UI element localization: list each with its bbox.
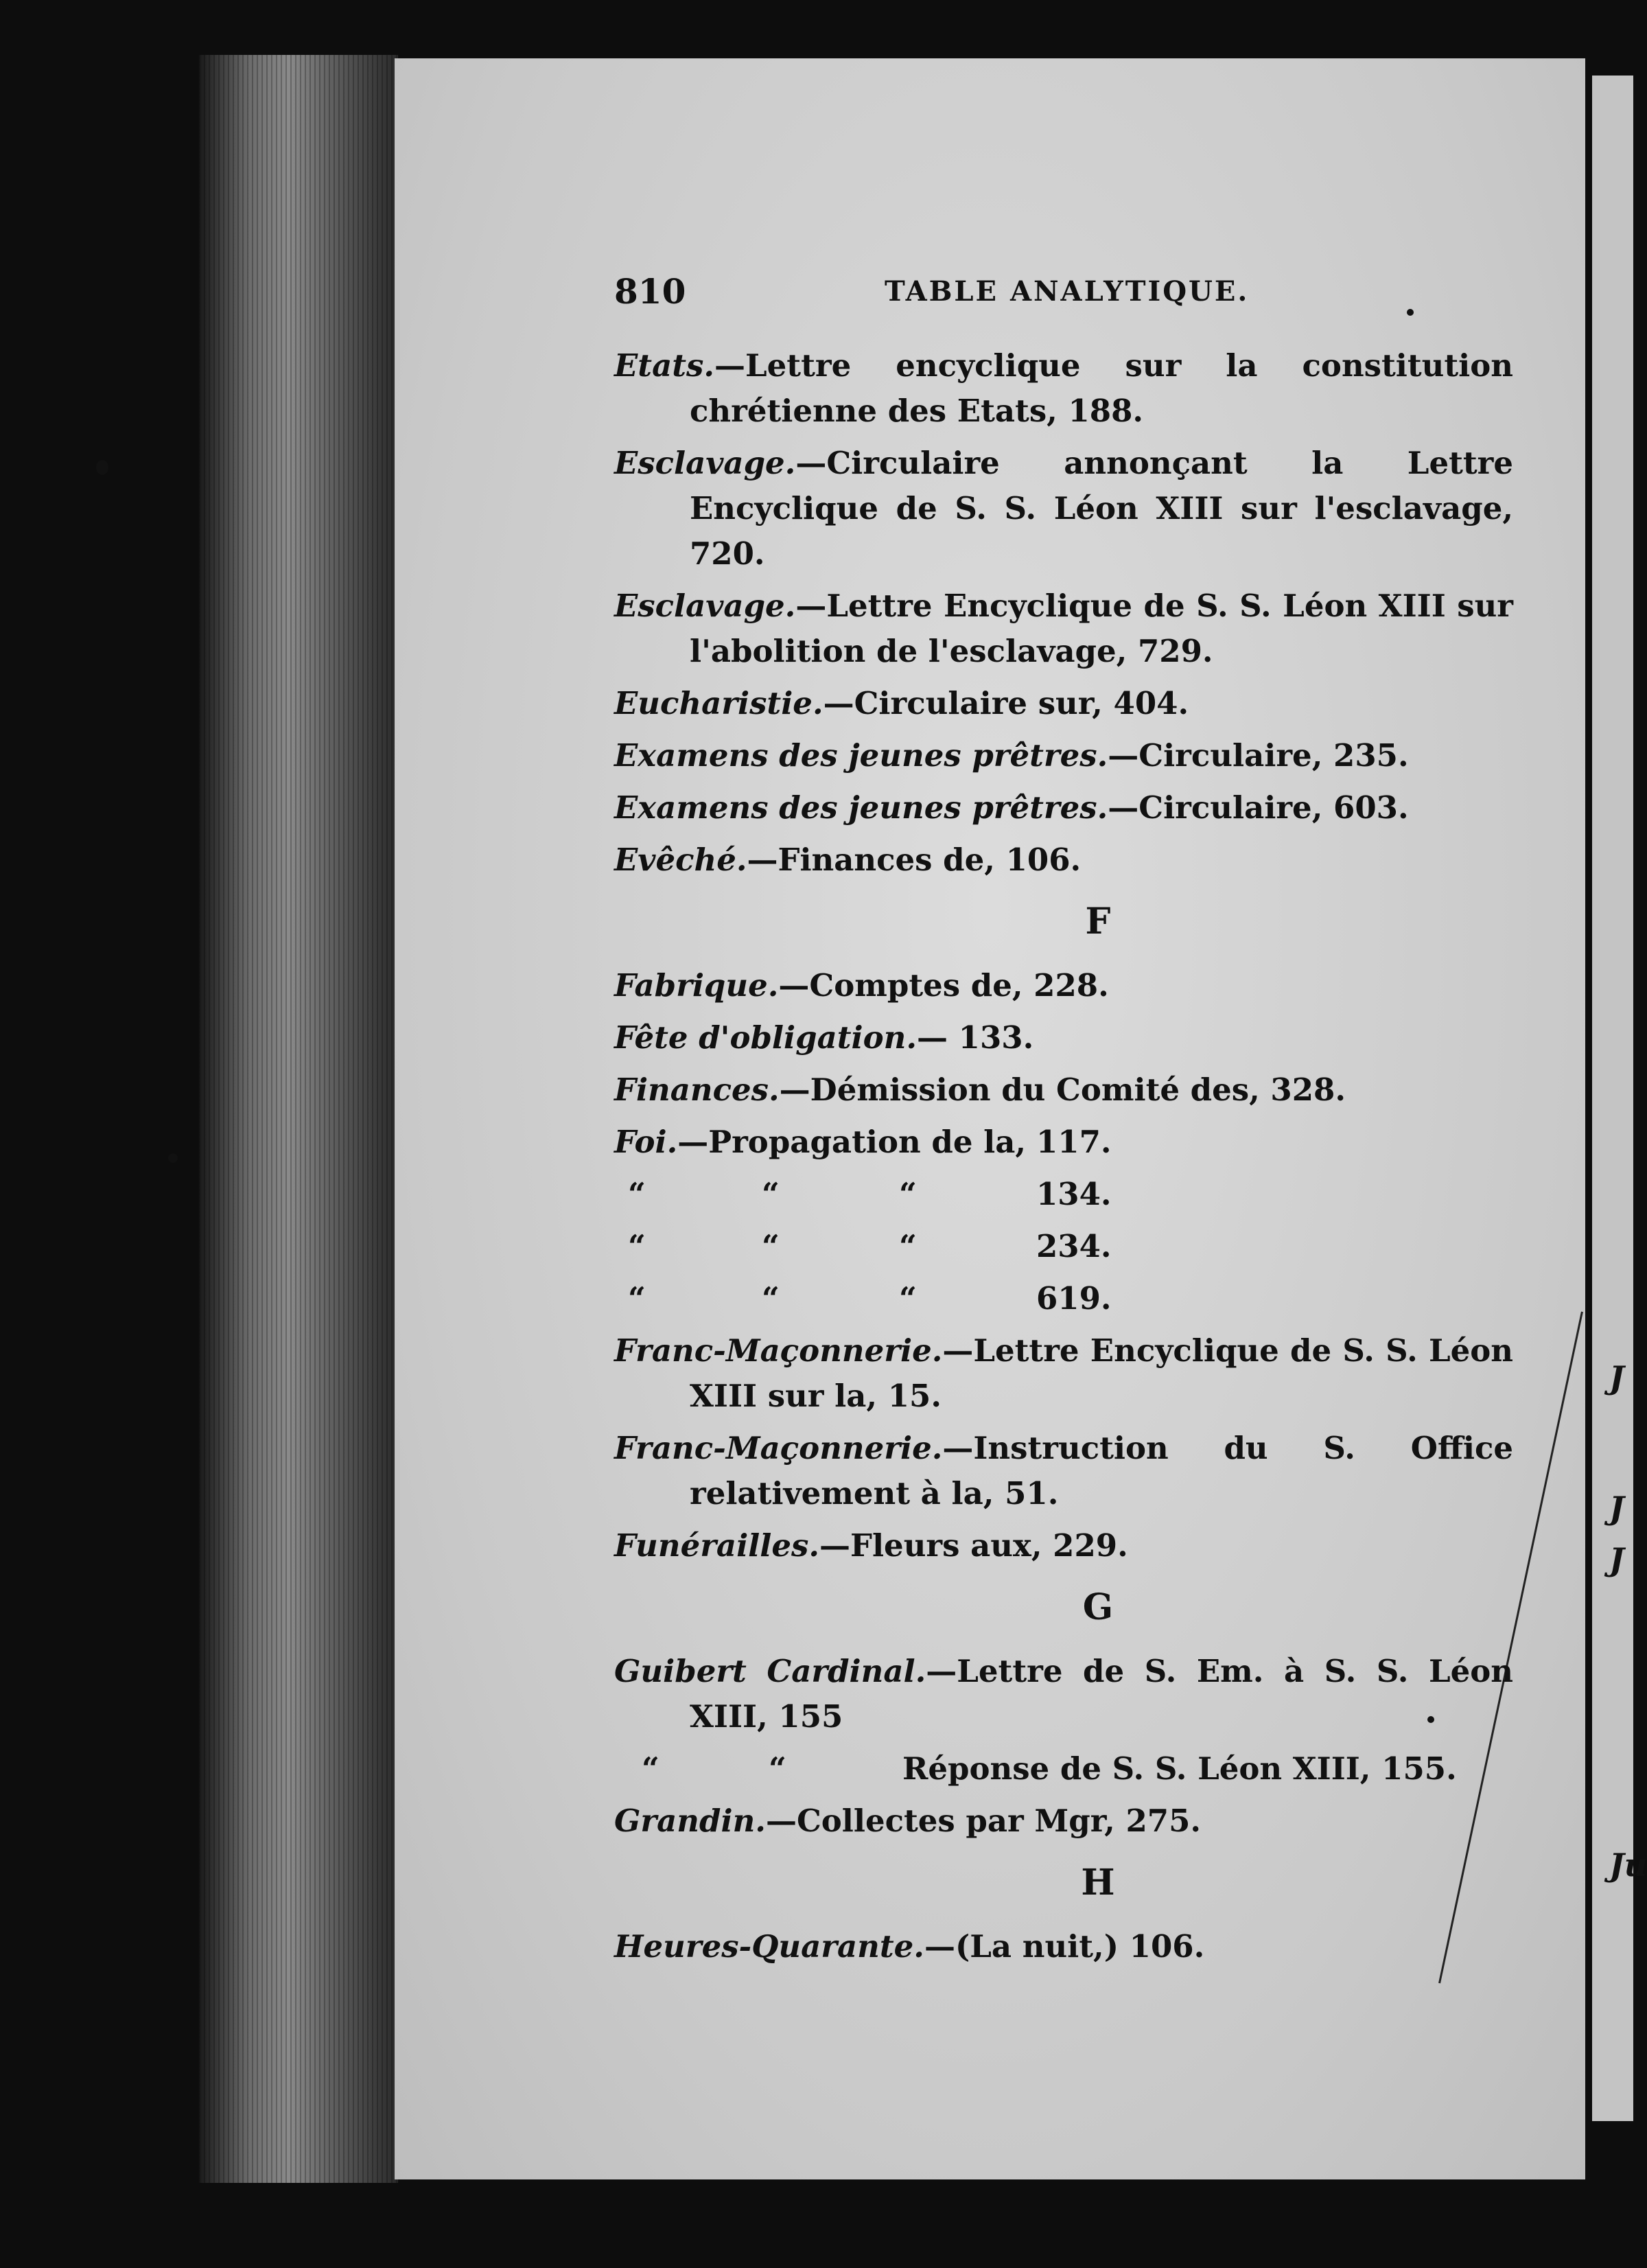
entry-text: —Lettre Encyclique de S. S. Léon XIII sur l'abolition de l'esclavage, 729. xyxy=(690,588,1513,669)
facing-page-letter: Ju xyxy=(1609,1847,1647,1884)
ditto-mark: “ xyxy=(642,1750,659,1787)
section-f-continued xyxy=(614,1328,1513,1569)
entry-text: —(La nuit,) 106. xyxy=(924,1928,1205,1965)
ditto-mark: “ xyxy=(899,1280,917,1317)
ditto-mark: “ xyxy=(628,1176,646,1212)
entry-text: Réponse de S. S. Léon XIII, 155. xyxy=(902,1750,1457,1787)
ditto-row xyxy=(614,1172,1513,1217)
ditto-mark: “ xyxy=(762,1228,780,1264)
ditto-mark: “ xyxy=(628,1228,646,1264)
scan-speck xyxy=(1407,309,1414,316)
entry-term: Franc-Maçonnerie. xyxy=(614,1430,943,1466)
entry-text: — 133. xyxy=(917,1019,1034,1056)
section-g-continued xyxy=(614,1798,1513,1844)
index-entry xyxy=(614,963,1513,1008)
entry-text: —Lettre de S. Em. à S. S. Léon XIII, 155 xyxy=(690,1653,1513,1735)
index-entry xyxy=(614,583,1513,674)
entry-term: Evêché. xyxy=(614,842,747,878)
index-entry xyxy=(614,837,1513,883)
entry-term: Esclavage. xyxy=(614,445,796,481)
entry-text: —Finances de, 106. xyxy=(747,842,1082,878)
entry-term: Eucharistie. xyxy=(614,685,824,721)
section-e xyxy=(614,343,1513,883)
entry-term: Guibert Cardinal. xyxy=(614,1653,926,1689)
page-header xyxy=(614,271,1527,312)
entry-term: Funérailles. xyxy=(614,1527,820,1564)
scan-speck xyxy=(168,1153,178,1163)
ditto-mark: “ xyxy=(762,1176,780,1212)
foi-entry xyxy=(614,1120,1513,1165)
index-entry xyxy=(614,1015,1513,1061)
facing-page-letter: J xyxy=(1609,1490,1624,1527)
section-letter-h: H xyxy=(1081,1862,1115,1903)
index-entry xyxy=(614,343,1513,434)
entry-text: —Comptes de, 228. xyxy=(778,967,1109,1004)
entry-text: —Instruction du S. Office relativement à la, 51. xyxy=(690,1430,1513,1512)
ditto-mark: “ xyxy=(762,1280,780,1317)
book-spine xyxy=(199,55,398,2183)
entry-term: Finances. xyxy=(614,1072,780,1108)
index-entry xyxy=(614,681,1513,726)
scan-speck xyxy=(96,460,108,475)
entry-term: Foi. xyxy=(614,1124,678,1160)
section-h xyxy=(614,1924,1513,1969)
running-title: TABLE ANALYTIQUE. xyxy=(885,275,1250,308)
index-entry xyxy=(614,785,1513,831)
entry-page-ref: 134. xyxy=(1036,1176,1112,1212)
ditto-row xyxy=(614,1224,1513,1269)
entry-page-ref: 117. xyxy=(1036,1124,1112,1160)
index-entry xyxy=(614,1523,1513,1569)
index-entry xyxy=(614,1067,1513,1113)
entry-term: Examens des jeunes prêtres. xyxy=(614,789,1108,826)
entry-term: Grandin. xyxy=(614,1803,766,1839)
entry-term: Esclavage. xyxy=(614,588,796,624)
entry-text: —Lettre encyclique sur la constitution chrétienne des Etats, 188. xyxy=(690,347,1513,429)
index-entry xyxy=(614,1924,1513,1969)
entry-text: —Circulaire annonçant la Lettre Encyclique de S. S. Léon XIII sur l'esclavage, 720. xyxy=(690,445,1513,572)
entry-text: —Circulaire, 603. xyxy=(1108,789,1409,826)
entry-term: Franc-Maçonnerie. xyxy=(614,1332,943,1369)
entry-text: —Collectes par Mgr, 275. xyxy=(765,1803,1202,1839)
facing-page-letter: J xyxy=(1609,1541,1624,1578)
entry-text: —Démission du Comité des, 328. xyxy=(779,1072,1346,1108)
index-entry xyxy=(614,1649,1513,1739)
index-entry xyxy=(614,441,1513,577)
entry-term: Fête d'obligation. xyxy=(614,1019,918,1056)
entry-text: —Circulaire sur, 404. xyxy=(823,685,1189,721)
ditto-mark: “ xyxy=(899,1228,917,1264)
entry-page-ref: 234. xyxy=(1036,1228,1112,1264)
ditto-row xyxy=(614,1276,1513,1321)
index-entry xyxy=(614,1426,1513,1516)
section-letter-f: F xyxy=(1085,901,1111,942)
entry-term: Examens des jeunes prêtres. xyxy=(614,737,1108,774)
spine-texture xyxy=(199,55,398,2183)
entry-text: —Lettre Encyclique de S. S. Léon XIII sur la, 15. xyxy=(690,1332,1513,1414)
ditto-mark: “ xyxy=(628,1280,646,1317)
entry-term: Heures-Quarante. xyxy=(614,1928,924,1965)
ditto-mark: “ xyxy=(769,1750,786,1787)
scan-speck xyxy=(1427,1716,1434,1723)
index-entry xyxy=(614,1798,1513,1844)
index-entry xyxy=(614,1328,1513,1419)
section-g xyxy=(614,1649,1513,1739)
section-letter-g: G xyxy=(1082,1586,1114,1628)
entry-term: Etats. xyxy=(614,347,715,384)
section-f xyxy=(614,963,1513,1113)
entry-text: —Fleurs aux, 229. xyxy=(819,1527,1128,1564)
index-entry xyxy=(614,733,1513,778)
page-number: 810 xyxy=(614,271,686,312)
entry-page-ref: 619. xyxy=(1036,1280,1112,1317)
facing-page-edge xyxy=(1592,76,1633,2121)
entry-term: Fabrique. xyxy=(614,967,779,1004)
ditto-mark: “ xyxy=(899,1176,917,1212)
index-entries xyxy=(614,343,1513,1976)
facing-page-letter: J xyxy=(1609,1359,1624,1396)
entry-text: —Circulaire, 235. xyxy=(1108,737,1409,774)
entry-text: —Propagation de la, xyxy=(677,1124,1027,1160)
ditto-row xyxy=(614,1746,1513,1792)
